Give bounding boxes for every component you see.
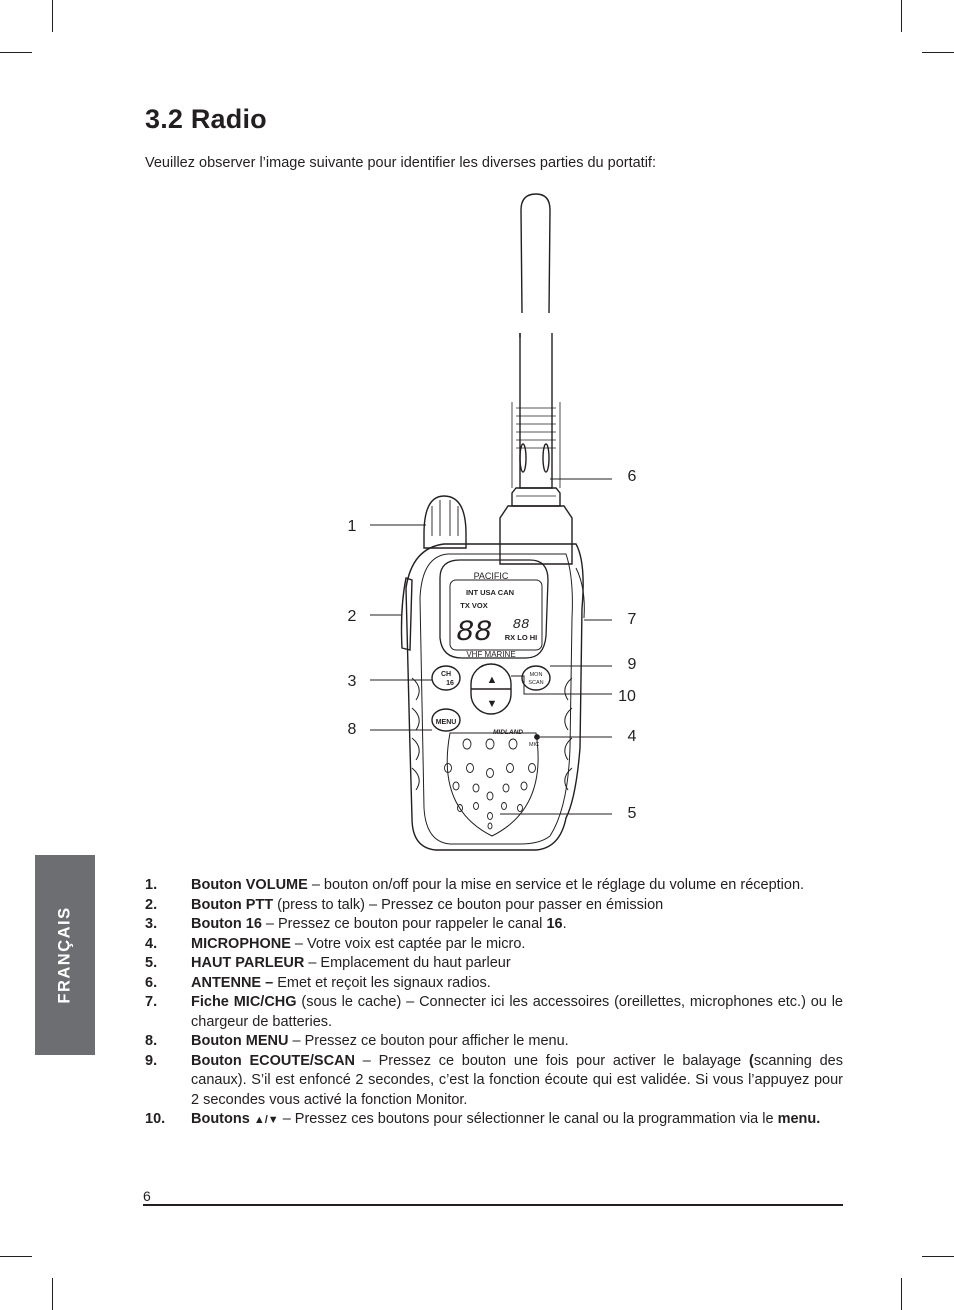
arrow-icons: ▲/▼: [253, 1114, 279, 1126]
crop-mark: [0, 52, 32, 53]
list-item: 6. ANTENNE – Emet et reçoit les signaux radios.: [145, 974, 491, 991]
list-item: 2. Bouton PTT (press to talk) – Pressez ce bouton pour passer en émission: [145, 896, 664, 913]
down-arrow-icon: ▼: [486, 698, 498, 710]
ch-button-label: CH: [440, 671, 452, 678]
scan-button-label: SCAN: [528, 680, 544, 686]
callout-9: 9: [627, 656, 637, 673]
mic-label: MIC: [528, 742, 540, 748]
callout-6: 6: [627, 468, 637, 485]
crop-mark: [922, 1256, 954, 1257]
up-arrow-icon: ▲: [486, 674, 498, 686]
list-item: 9. Bouton ECOUTE/SCAN – Pressez ce bouton une fois pour activer le balayage (scanning des canaux). S’il est enfoncé 2 secondes, c’est la fonction écoute qui est validée. Si vous l’appuyez pour 2 secondes vous activé la fonction Monitor.: [145, 1052, 843, 1108]
display-row2: TX VOX: [460, 601, 488, 610]
callout-4: 4: [627, 728, 637, 745]
radio-figure: [340, 188, 660, 858]
crop-mark: [0, 1256, 32, 1257]
crop-mark: [901, 0, 902, 32]
section-title: 3.2 Radio: [145, 104, 267, 134]
page-number: 6: [143, 1188, 151, 1204]
crop-mark: [52, 1278, 53, 1310]
list-item: 8. Bouton MENU – Pressez ce bouton pour afficher le menu.: [145, 1033, 569, 1049]
callout-7: 7: [627, 611, 637, 628]
callout-10: 10: [618, 688, 636, 705]
list-item: 5. HAUT PARLEUR – Emplacement du haut parleur: [145, 955, 511, 971]
footer-rule: [143, 1204, 843, 1206]
list-item: 7. Fiche MIC/CHG (sous le cache) – Connecter ici les accessoires (oreillettes, microphones etc.) ou le chargeur de batteries.: [145, 994, 843, 1030]
crop-mark: [922, 52, 954, 53]
callout-3: 3: [347, 673, 357, 690]
display-brand: PACIFIC: [473, 571, 509, 581]
list-item: 1. Bouton VOLUME – bouton on/off pour la mise en service et le réglage du volume en réception.: [145, 877, 805, 893]
display-footer: VHF MARINE: [466, 650, 516, 659]
menu-button-label: MENU: [435, 719, 457, 726]
list-item: 10. Boutons ▲/▼ – Pressez ces boutons pour sélectionner le canal ou la programmation via le menu.: [145, 1111, 821, 1127]
brand-logo: MIDLAND: [493, 729, 523, 736]
parts-list: [145, 876, 843, 1131]
crop-mark: [901, 1278, 902, 1310]
language-tab-label: FRANÇAIS: [55, 906, 74, 1004]
callout-5: 5: [627, 805, 637, 822]
ch-button-number: 16: [446, 680, 454, 687]
callout-8: 8: [347, 721, 357, 738]
crop-mark: [52, 0, 53, 32]
display-digits-small: 88: [512, 617, 530, 633]
intro-text: Veuillez observer l’image suivante pour identifier les diverses parties du portatif:: [145, 155, 656, 171]
language-tab: [35, 855, 95, 1055]
mon-button-label: MON: [529, 672, 543, 678]
list-item: 3. Bouton 16 – Pressez ce bouton pour rappeler le canal 16.: [145, 916, 567, 932]
callout-1: 1: [347, 518, 357, 535]
display-row1: INT USA CAN: [465, 588, 515, 597]
display-digits-big: 88: [455, 616, 493, 650]
callout-2: 2: [347, 608, 357, 625]
display-row3: RX LO HI: [504, 633, 538, 642]
list-item: 4. MICROPHONE – Votre voix est captée par le micro.: [145, 935, 526, 952]
